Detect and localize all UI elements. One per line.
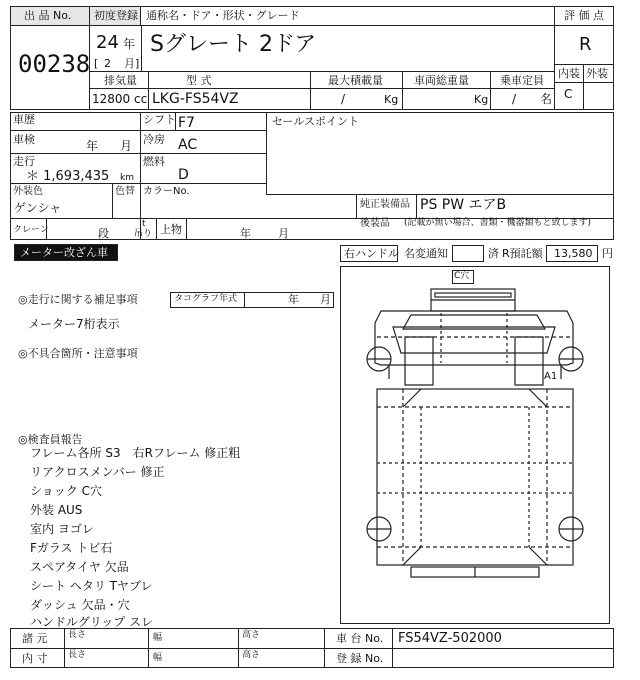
side-mark: A1	[544, 371, 558, 382]
max-load-unit: Kg	[384, 93, 399, 106]
color-change-label: 色替	[115, 186, 135, 197]
shift-label: シフト	[143, 113, 176, 126]
interior-dims-label: 内 寸	[22, 652, 48, 665]
inspector-line: リアクロスメンバー 修正	[30, 465, 165, 479]
front-mark: C穴	[454, 271, 470, 281]
tachograph-month: 月	[320, 293, 331, 306]
inspector-line: Fガラス トビ石	[30, 541, 113, 555]
equipment-label: 純正装備品	[360, 199, 410, 210]
mileage: ＊ 1,693,435	[26, 169, 110, 184]
crane-stage: 段	[98, 227, 109, 240]
supplement-heading: ◎走行に関する補足事項	[18, 293, 138, 306]
displacement-label: 排気量	[104, 74, 137, 87]
reg-label: 登 録 No.	[336, 652, 384, 665]
deposit-label: 済	[488, 247, 499, 260]
capacity-label: 乗車定員	[500, 74, 544, 87]
inspection-year: 年	[86, 139, 99, 153]
body-month: 月	[278, 227, 289, 240]
model: LKG-FS54VZ	[152, 91, 239, 107]
lot-label: 出 品 No.	[24, 9, 72, 22]
meter-badge: メーター改ざん車	[20, 246, 108, 259]
width-label: 幅	[153, 633, 163, 643]
aftermarket-label: 後装品	[360, 218, 390, 229]
recycle-unit: 円	[602, 247, 613, 260]
ac-label: 冷房	[143, 133, 165, 146]
chassis-label: 車 台 No.	[336, 632, 384, 645]
mileage-unit: km	[120, 173, 134, 183]
month-unit: 月]	[124, 57, 140, 70]
displacement: 12800 cc	[92, 92, 148, 106]
height-label: 高さ	[242, 630, 261, 640]
max-load-label: 最大積載量	[328, 74, 383, 87]
sales-point-label: セールスポイント	[272, 115, 360, 128]
fuel: D	[178, 167, 189, 183]
inspector-line: 室内 ヨゴレ	[30, 522, 94, 536]
first-reg-label: 初度登録	[94, 9, 138, 22]
name-change-label: 名変通知	[404, 247, 448, 260]
fuel-label: 燃料	[143, 155, 165, 168]
truck-diagram	[341, 267, 609, 623]
ext-color: ゲンシャ	[14, 201, 62, 215]
body-label: 上物	[160, 223, 182, 236]
inspection-label: 車検	[13, 133, 35, 146]
tachograph-year: 年	[288, 293, 299, 306]
gross-weight-unit: Kg	[474, 93, 489, 106]
inspector-line: ダッシュ 欠品・穴	[30, 598, 130, 612]
crane-label: クレーン	[13, 225, 49, 235]
inspector-line: シート ヘタリ Tヤブレ	[30, 579, 153, 593]
inspector-line: フレーム各所 S3 右Rフレーム 修正粗	[30, 446, 241, 460]
interior-score: C	[564, 87, 573, 101]
shift: F7	[178, 115, 195, 131]
name-change-box	[452, 245, 484, 262]
length-label: 長さ	[68, 630, 87, 640]
mileage-label: 走行	[13, 155, 35, 168]
height-label: 高さ	[242, 650, 261, 660]
ext-color-label: 外装色	[13, 186, 43, 197]
score: R	[579, 34, 592, 55]
recycle-label: R預託額	[502, 247, 543, 260]
month-open: [	[94, 57, 99, 70]
max-load-slash: /	[341, 92, 346, 106]
body-year: 年	[240, 227, 251, 240]
score-label: 評 価 点	[564, 9, 604, 22]
crane-hang: 吊り	[134, 229, 153, 239]
interior-label: 内装	[558, 67, 580, 80]
length-label: 長さ	[68, 650, 87, 660]
steering: 右ハンドル	[344, 247, 399, 260]
name-label: 通称名・ドア・形状・グレード	[146, 9, 300, 22]
defects-heading: ◎不具合箇所・注意事項	[18, 347, 138, 360]
tachograph-label: タコグラフ年式	[174, 294, 238, 304]
gross-weight-label: 車両総重量	[414, 74, 469, 87]
inspector-line: ハンドルグリップ スレ	[30, 615, 154, 629]
model-label: 型 式	[186, 74, 212, 87]
truck-diagram-frame	[340, 266, 610, 624]
color-code-label: カラーNo.	[143, 186, 190, 197]
recycle-amount: 13,580	[554, 247, 593, 260]
first-reg-year: 24	[96, 32, 119, 53]
inspector-heading: ◎検査員報告	[18, 433, 83, 446]
exterior-label: 外装	[586, 67, 608, 80]
supplement-text: メーター7桁表示	[28, 317, 120, 331]
lot-number: 00238	[18, 50, 91, 78]
crane-ton: t	[142, 219, 146, 229]
width-label: 幅	[153, 653, 163, 663]
dims-label: 諸 元	[22, 632, 48, 645]
aftermarket-note: (記載が無い場合、書類・機器類もと致します)	[404, 218, 592, 228]
capacity-slash: /	[512, 92, 517, 106]
inspector-line: 外装 AUS	[30, 503, 83, 517]
year-unit: 年	[123, 37, 136, 51]
inspector-line: ショック C穴	[30, 484, 102, 498]
ac: AC	[178, 137, 198, 153]
car-name: Sグレート 2ドア	[150, 32, 317, 57]
inspector-line: スペアタイヤ 欠品	[30, 560, 129, 574]
first-reg-month: 2	[104, 57, 111, 70]
capacity-unit: 名	[540, 92, 553, 106]
inspection-month: 月	[120, 139, 133, 153]
chassis-no: FS54VZ-502000	[398, 631, 502, 646]
equipment: PS PW エアB	[420, 197, 507, 213]
history-label: 車歴	[13, 113, 35, 126]
